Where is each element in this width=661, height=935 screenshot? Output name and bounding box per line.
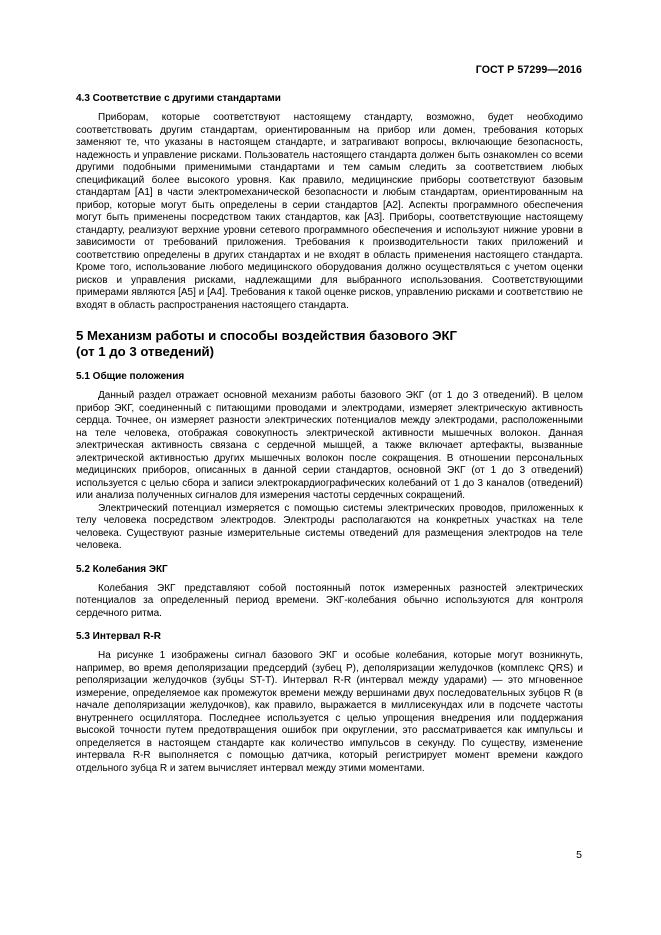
section-5-2-heading: 5.2 Колебания ЭКГ: [76, 563, 168, 575]
section-5-heading-line-1: 5 Механизм работы и способы воздействия базового ЭКГ: [76, 328, 457, 343]
section-4-3-paragraph-1: Приборам, которые соответствуют настоящему стандарту, возможно, будет необходимо соответствовать другим стандартам, ориентированным на прибор или домен, требования которых заменяют те, что указаны в настоящем стандарте, и затрагивают вопросы, включающие безопасность, надежность и управление рисками. Пользователь настоящего стандарта должен быть ознакомлен со всеми другими подобными применимыми стандартами и тем самым следить за соответствием любых спецификаций более высокого уровня. Как правило, медицинские приборы соответствуют базовым стандартам [А1] в части электромеханической безопасности и любым стандартам, ориентированным на прибор, которые могут быть определены в серии стандартов [А2]. Аспекты программного обеспечения могут быть применены посредством таких стандартов, как [А3]. Приборы, соответствующие настоящему стандарту, реализуют верхние уровни сетевого программного обеспечения и используют нижние уровни в зависимости от требований приложения. Требования к производительности таких приложений и соответствию определены в других стандартах и не входят в область применения настоящего стандарта. Кроме того, использование любого медицинского оборудования должно осуществляться с учетом оценки рисков и управления рисками, надлежащими для выбранного использования. Соответствующими примерами являются [А5] и [А4]. Требования к такой оценке рисков, управлению рисками и соответствию не входят в область распространения настоящего стандарта.: [76, 112, 583, 311]
section-4-3-heading: 4.3 Соответствие с другими стандартами: [76, 93, 281, 104]
section-5-3-heading: 5.3 Интервал R-R: [76, 631, 161, 642]
section-5-1-heading: 5.1 Общие положения: [76, 371, 185, 382]
page-number: 5: [576, 849, 582, 861]
standard-id-header: ГОСТ Р 57299—2016: [475, 64, 582, 76]
section-5-1-paragraph-2: Электрический потенциал измеряется с помощью системы электрических проводов, приложенных к телу человека посредством электродов. Электроды располагаются на конкретных участках на теле человека. Существуют разные измерительные системы отведений для размещения электродов на теле человека.: [76, 502, 583, 551]
section-5-1-paragraph-1: Данный раздел отражает основной механизм работы базового ЭКГ (от 1 до 3 отведений). В целом прибор ЭКГ, соединенный с питающими проводами и электродами, измеряет электрическую активность сердца. Точнее, он измеряет разности электрических потенциалов между электродами, расположенными на теле человека, отображая совокупность электрической активности мышечных волокон. Данная электрическая активность связана с сердечной мышцей, а также включает артефакты, вызванные электрической активностью других мышечных волокон после сокращения. В отношении персональных медицинских приборов, описанных в данной серии стандартов, основной ЭКГ (от 1 до 3 отведений) используется с целью сбора и записи электрокардиографических колебаний от 1 до 3 каналов (отведений) или анализа полученных сигналов для измерения частоты сердечных сокращений.: [76, 390, 583, 501]
section-5-3-paragraph-1: На рисунке 1 изображены сигнал базового ЭКГ и особые колебания, которые могут возникнуть, например, во время деполяризации предсердий (зубец Р), деполяризации желудочков (комплекс QRS) и реполяризации желудочков (зубцы ST-T). Интервал R-R (интервал между ударами) — это мгновенное измерение, определяемое как промежуток времени между вершинами двух последовательных зубцов R (в начале деполяризации желудочков), как правило, выражается в миллисекундах или в подсчете частоты внутреннего осциллятора. Последнее используется с целью упрощения внедрения или поддержания высокой точности путем предотвращения ошибок при округлении, это рассматривается как импульсы и определяется в настоящем стандарте как количество импульсов в секунду. По существу, изменение интервала R-R выполняется с помощью датчика, который регистрирует момент времени каждого отдельного зубца R и затем вычисляет интервал между этими моментами.: [76, 650, 583, 774]
section-5-heading-line-2: (от 1 до 3 отведений): [76, 344, 215, 359]
document-body: [76, 92, 583, 775]
section-5-2-paragraph-1: Колебания ЭКГ представляют собой постоянный поток измеренных разностей электрических потенциалов за определенный период времени. ЭКГ-колебания обычно используются для контроля сердечного ритма.: [76, 582, 583, 619]
